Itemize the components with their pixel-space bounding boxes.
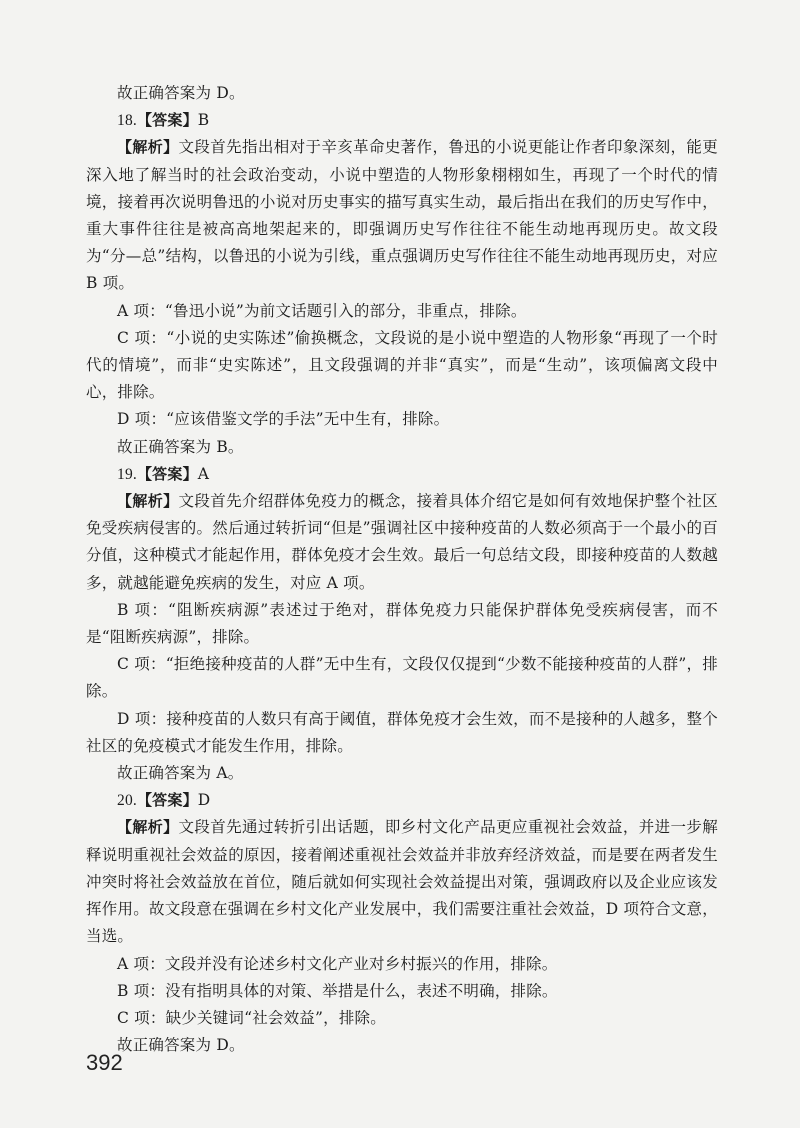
analysis-text: 文段首先指出相对于辛亥革命史著作，鲁迅的小说更能让作者印象深刻，能更深入地了解当时的社会政治变动，小说中塑造的人物形象栩栩如生，再现了一个时代的情境，接着再次说明鲁迅的小说对历史事实的描写真实生动，最后指出在我们的历史写作中，重大事件往往是被高高地架起来的，即强调历史写作往往不能生动地再现历史。故文段为“分—总”结构，以鲁迅的小说为引线，重点强调历史写作往往不能生动地再现历史，对应 B 项。 bbox=[86, 138, 718, 293]
analysis-tag: 【解析】 bbox=[117, 138, 179, 157]
answer-header-q19 bbox=[86, 461, 718, 488]
option-c-q18: C 项：“小说的史实陈述”偷换概念，文段说的是小说中塑造的人物形象“再现了一个时代的情境”，而非“史实陈述”，且文段强调的并非“真实”，而是“生动”，该项偏离文段中心，排除。 bbox=[86, 328, 718, 402]
option-c-q20: C 项：缺少关键词“社会效益”，排除。 bbox=[117, 1008, 386, 1027]
analysis-q19 bbox=[86, 488, 718, 597]
conclusion-q19: 故正确答案为 A。 bbox=[117, 764, 244, 783]
question-number: 18. bbox=[117, 112, 137, 130]
option-b-q20: B 项：没有指明具体的对策、举措是什么，表述不明确，排除。 bbox=[117, 981, 558, 1000]
option-b-q19: B 项：“阻断疾病源”表述过于绝对，群体免疫力只能保护群体免受疾病侵害，而不是“阻断疾病源”，排除。 bbox=[86, 600, 718, 647]
answer-letter: A bbox=[197, 464, 210, 483]
answer-header-q18 bbox=[86, 107, 718, 134]
analysis-q20 bbox=[86, 814, 718, 950]
answer-tag: 【答案】 bbox=[136, 111, 198, 130]
conclusion-q17: 故正确答案为 D。 bbox=[117, 84, 245, 102]
answer-tag: 【答案】 bbox=[136, 791, 198, 810]
answer-tag: 【答案】 bbox=[136, 464, 198, 483]
option-a-q18: A 项：“鲁迅小说”为前文话题引入的部分，非重点，排除。 bbox=[117, 301, 527, 320]
analysis-tag: 【解析】 bbox=[117, 492, 179, 511]
option-d-q18: D 项：“应该借鉴文学的手法”无中生有，排除。 bbox=[117, 410, 450, 429]
page-number: 392 bbox=[86, 1050, 123, 1075]
analysis-tag: 【解析】 bbox=[117, 818, 179, 837]
question-number: 19. bbox=[117, 465, 137, 483]
answer-explanations bbox=[86, 80, 718, 1059]
conclusion-q20: 故正确答案为 D。 bbox=[117, 1036, 245, 1055]
answer-header-q20 bbox=[86, 787, 718, 814]
analysis-q18 bbox=[86, 134, 718, 297]
answer-letter: B bbox=[197, 111, 210, 130]
option-c-q19: C 项：“拒绝接种疫苗的人群”无中生有，文段仅仅提到“少数不能接种疫苗的人群”，排除。 bbox=[86, 655, 718, 701]
conclusion-q18: 故正确答案为 B。 bbox=[117, 437, 244, 456]
option-a-q20: A 项：文段并没有论述乡村文化产业对乡村振兴的作用，排除。 bbox=[117, 954, 558, 973]
option-d-q19: D 项：接种疫苗的人数只有高于阈值，群体免疫才会生效，而不是接种的人越多，整个社区的免疫模式才能发生作用，排除。 bbox=[86, 709, 718, 755]
analysis-text: 文段首先通过转折引出话题，即乡村文化产品更应重视社会效益，并进一步解释说明重视社会效益的原因，接着阐述重视社会效益并非放弃经济效益，而是要在两者发生冲突时将社会效益放在首位，随后就如何实现社会效益提出对策，强调政府以及企业应该发挥作用。故文段意在强调在乡村文化产业发展中，我们需要注重社会效益，D 项符合文意，当选。 bbox=[86, 818, 718, 946]
analysis-text: 文段首先介绍群体免疫力的概念，接着具体介绍它是如何有效地保护整个社区免受疾病侵害的。然后通过转折词“但是”强调社区中接种疫苗的人数必须高于一个最小的百分值，这种模式才能起作用，群体免疫才会生效。最后一句总结文段，即接种疫苗的人数越多，就越能避免疾病的发生，对应 A 项。 bbox=[86, 492, 718, 592]
question-number: 20. bbox=[117, 792, 137, 810]
answer-letter: D bbox=[197, 791, 211, 810]
